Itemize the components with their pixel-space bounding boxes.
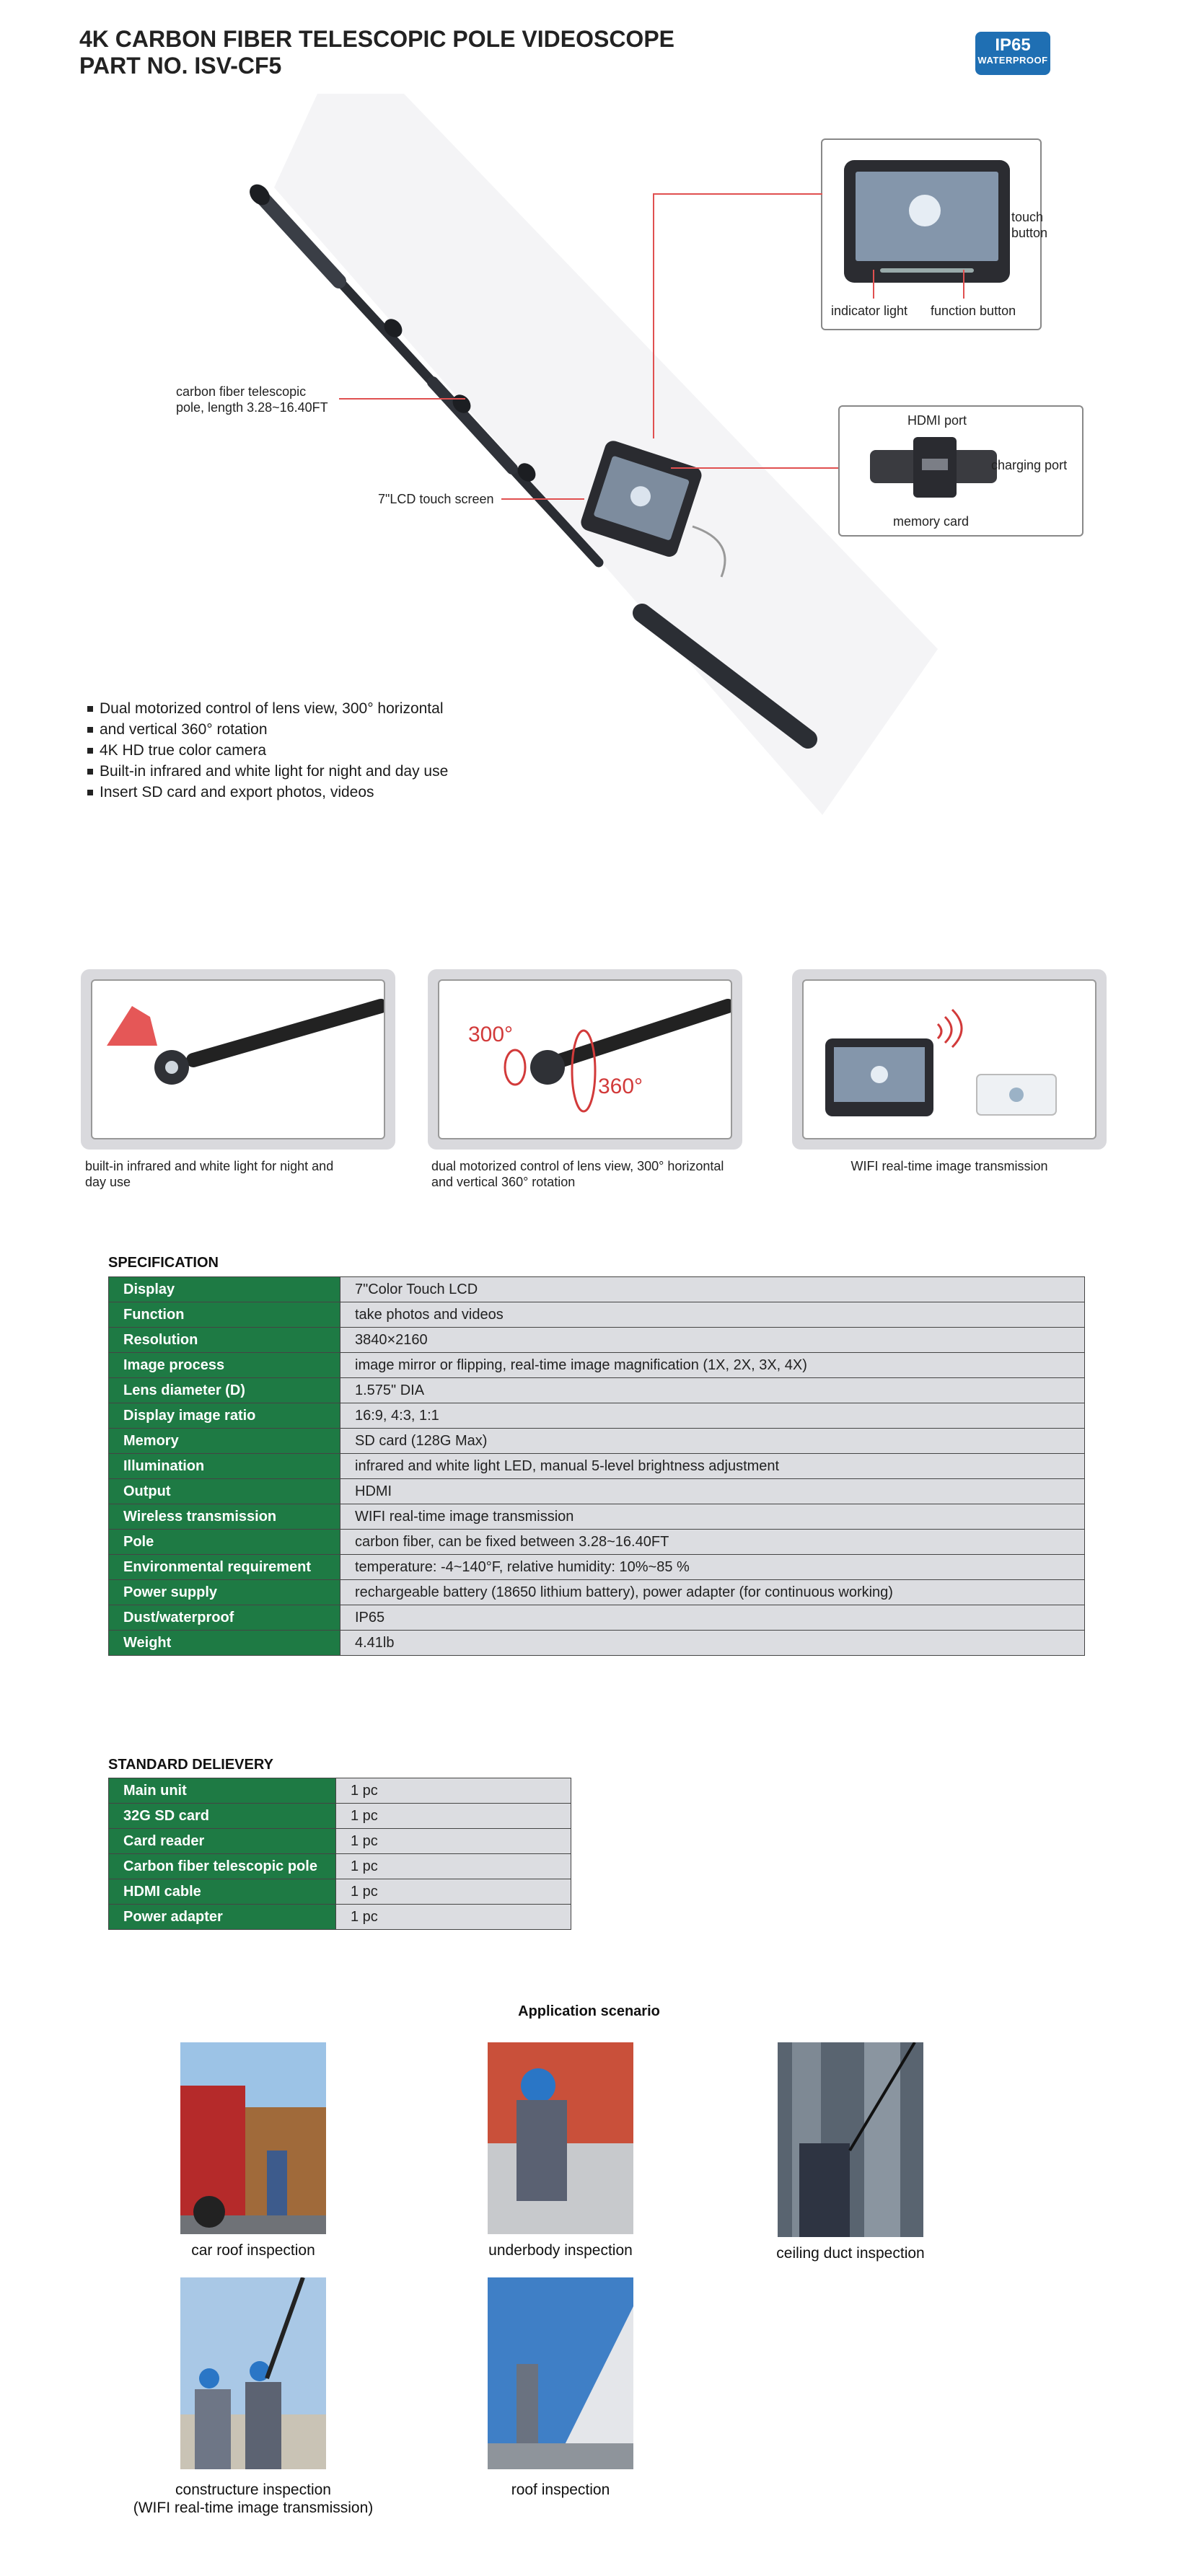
table-row	[109, 1530, 1085, 1555]
feature-item: Insert SD card and export photos, videos	[85, 782, 448, 803]
row-key: Weight	[109, 1631, 340, 1656]
ceiling-duct-caption: ceiling duct inspection	[776, 2245, 925, 2262]
wifi-devices-illustration	[804, 981, 1096, 1139]
table-row	[109, 1429, 1085, 1454]
row-value: 3840×2160	[340, 1328, 1085, 1353]
row-value: 4.41lb	[340, 1631, 1085, 1656]
row-key: Resolution	[109, 1328, 340, 1353]
row-key: Wireless transmission	[109, 1504, 340, 1530]
row-key: Power adapter	[109, 1905, 336, 1930]
construction-caption: constructure inspection (WIFI real-time image transmission)	[133, 2482, 374, 2516]
function-button-label: function button	[931, 304, 1016, 318]
table-row	[109, 1277, 1085, 1302]
horizontal-rotation-label: 300°	[468, 1023, 514, 1046]
infrared-card-caption: built-in infrared and white light for night and day use	[85, 1159, 334, 1189]
row-value: WIFI real-time image transmission	[340, 1504, 1085, 1530]
row-key: Power supply	[109, 1580, 340, 1605]
row-key: Image process	[109, 1353, 340, 1378]
row-value: rechargeable battery (18650 lithium battery), power adapter (for continuous working)	[340, 1580, 1085, 1605]
underbody-caption: underbody inspection	[488, 2242, 633, 2259]
row-value: 1.575" DIA	[340, 1378, 1085, 1403]
table-row	[109, 1454, 1085, 1479]
table-row	[109, 1905, 571, 1930]
underbody-photo	[488, 2042, 633, 2234]
vertical-rotation-label: 360°	[598, 1075, 643, 1098]
specification-table	[108, 1276, 1085, 1656]
rotation-card-caption: dual motorized control of lens view, 300° horizontal and vertical 360° rotation	[431, 1159, 724, 1189]
row-key: Card reader	[109, 1829, 336, 1854]
specification-title: SPECIFICATION	[108, 1255, 219, 1271]
table-row	[109, 1854, 571, 1879]
row-key: Pole	[109, 1530, 340, 1555]
hdmi-port-label: HDMI port	[907, 413, 967, 428]
row-key: Memory	[109, 1429, 340, 1454]
badge-label: WATERPROOF	[977, 55, 1048, 66]
infrared-light-card	[81, 969, 395, 1150]
pole-callout-line-1: carbon fiber telescopic	[176, 384, 307, 399]
table-row	[109, 1555, 1085, 1580]
table-row	[109, 1378, 1085, 1403]
feature-list	[85, 698, 448, 803]
ports-detail-box	[838, 405, 1084, 537]
row-value: 16:9, 4:3, 1:1	[340, 1403, 1085, 1429]
row-value: HDMI	[340, 1479, 1085, 1504]
row-value: 1 pc	[336, 1778, 571, 1804]
row-value: 1 pc	[336, 1829, 571, 1854]
row-value: infrared and white light LED, manual 5-level brightness adjustment	[340, 1454, 1085, 1479]
ports-side-illustration	[870, 437, 997, 498]
infrared-camera-head-illustration	[92, 981, 385, 1139]
monitor-detail-box	[821, 138, 1048, 330]
row-value: 7"Color Touch LCD	[340, 1277, 1085, 1302]
table-row	[109, 1353, 1085, 1378]
table-row	[109, 1328, 1085, 1353]
wifi-transmission-card	[792, 969, 1107, 1150]
table-row	[109, 1504, 1085, 1530]
table-row	[109, 1580, 1085, 1605]
row-key: Function	[109, 1302, 340, 1328]
row-key: Lens diameter (D)	[109, 1378, 340, 1403]
feature-item-continued: and vertical 360° rotation	[85, 719, 448, 740]
indicator-light-label: indicator light	[831, 304, 908, 318]
touch-button-label: touch button	[1011, 210, 1048, 240]
row-value: 1 pc	[336, 1879, 571, 1905]
row-value: SD card (128G Max)	[340, 1429, 1085, 1454]
row-value: image mirror or flipping, real-time image magnification (1X, 2X, 3X, 4X)	[340, 1353, 1085, 1378]
title-line-2: PART NO. ISV-CF5	[79, 53, 282, 79]
row-value: 1 pc	[336, 1854, 571, 1879]
roof-photo	[488, 2277, 633, 2469]
row-value: 1 pc	[336, 1905, 571, 1930]
table-row	[109, 1879, 571, 1905]
table-row	[109, 1778, 571, 1804]
row-key: HDMI cable	[109, 1879, 336, 1905]
table-row	[109, 1302, 1085, 1328]
table-row	[109, 1403, 1085, 1429]
row-key: Main unit	[109, 1778, 336, 1804]
rotation-control-card	[428, 969, 742, 1150]
ip65-badge	[975, 32, 1050, 75]
wifi-card-caption: WIFI real-time image transmission	[850, 1159, 1048, 1173]
title-line-1: 4K CARBON FIBER TELESCOPIC POLE VIDEOSCOPE	[79, 26, 674, 52]
memory-card-label: memory card	[893, 514, 970, 529]
delivery-table	[108, 1778, 571, 1930]
table-row	[109, 1804, 571, 1829]
row-value: take photos and videos	[340, 1302, 1085, 1328]
rotation-camera-head-illustration	[439, 981, 732, 1139]
car-roof-caption: car roof inspection	[191, 2242, 315, 2259]
construction-photo	[180, 2277, 326, 2469]
row-key: Dust/waterproof	[109, 1605, 340, 1631]
table-row	[109, 1631, 1085, 1656]
row-value: temperature: -4~140°F, relative humidity: 10%~85 %	[340, 1555, 1085, 1580]
row-key: Display	[109, 1277, 340, 1302]
car-roof-photo	[180, 2042, 326, 2234]
row-value: 1 pc	[336, 1804, 571, 1829]
table-row	[109, 1605, 1085, 1631]
row-key: Environmental requirement	[109, 1555, 340, 1580]
badge-rating: IP65	[995, 35, 1031, 55]
row-key: Output	[109, 1479, 340, 1504]
pole-callout	[176, 384, 328, 415]
row-key: Carbon fiber telescopic pole	[109, 1854, 336, 1879]
row-value: IP65	[340, 1605, 1085, 1631]
lcd-callout: 7"LCD touch screen	[378, 492, 494, 506]
row-value: carbon fiber, can be fixed between 3.28~16.40FT	[340, 1530, 1085, 1555]
feature-item: Dual motorized control of lens view, 300° horizontal	[85, 698, 448, 719]
table-row	[109, 1829, 571, 1854]
feature-item: Built-in infrared and white light for night and day use	[85, 761, 448, 782]
row-key: 32G SD card	[109, 1804, 336, 1829]
charging-port-label: charging port	[991, 458, 1068, 472]
application-title: Application scenario	[518, 2003, 660, 2019]
table-row	[109, 1479, 1085, 1504]
delivery-title: STANDARD DELIEVERY	[108, 1757, 273, 1773]
monitor-front-illustration	[844, 160, 1010, 283]
pole-callout-line-2: pole, length 3.28~16.40FT	[176, 400, 328, 415]
row-key: Illumination	[109, 1454, 340, 1479]
row-key: Display image ratio	[109, 1403, 340, 1429]
roof-caption: roof inspection	[511, 2482, 610, 2498]
feature-item: 4K HD true color camera	[85, 740, 448, 761]
ceiling-duct-photo	[778, 2042, 923, 2237]
